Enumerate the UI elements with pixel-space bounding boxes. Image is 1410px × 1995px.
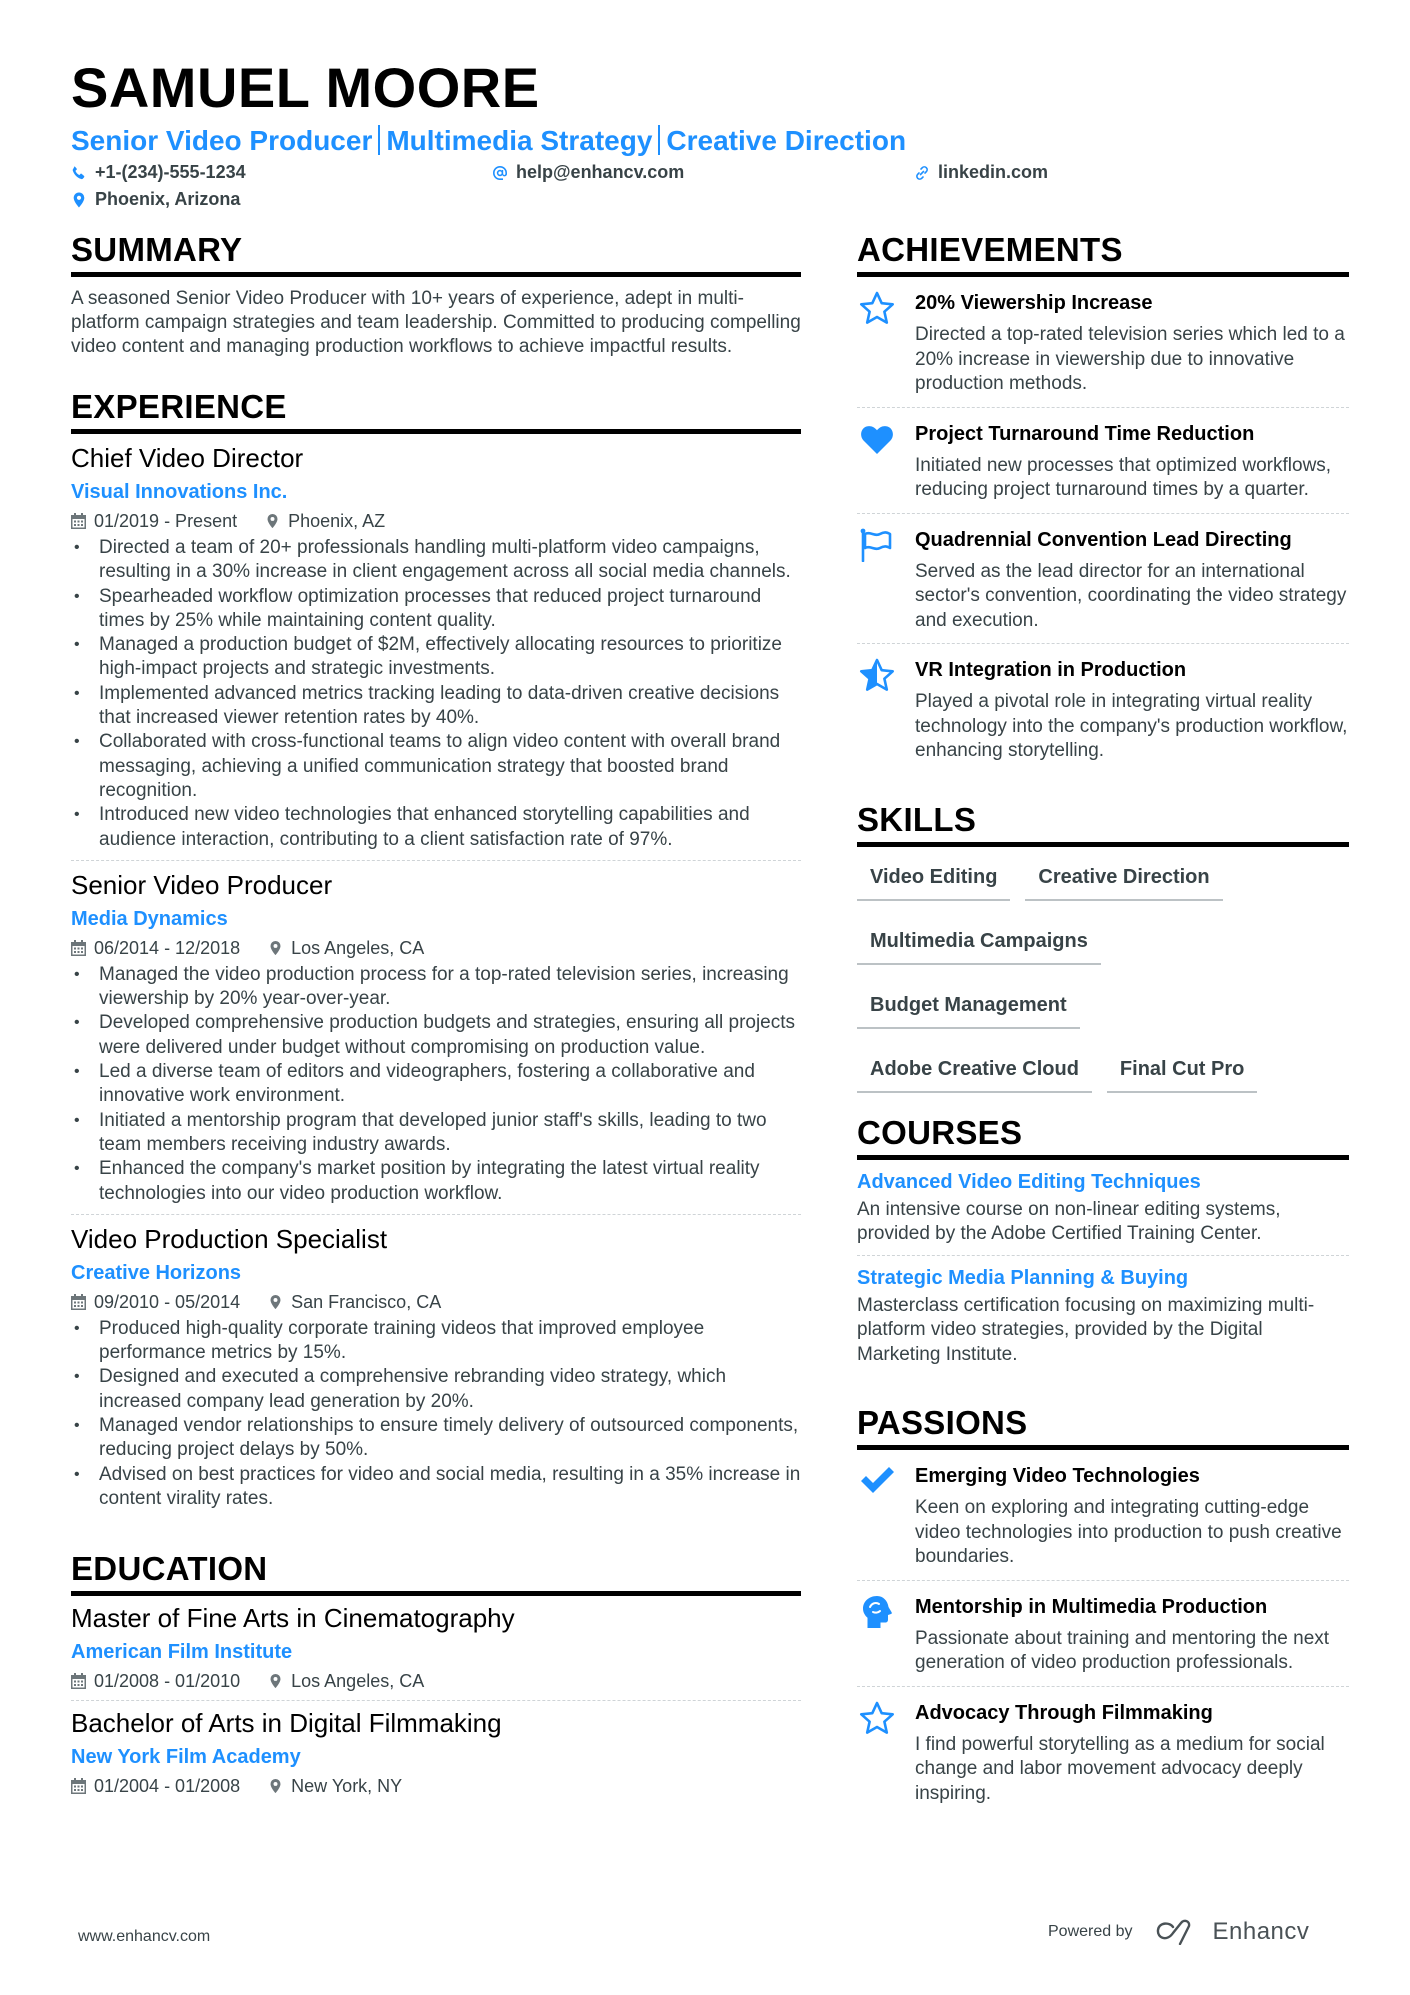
phone-icon bbox=[71, 165, 87, 181]
education-location: Los Angeles, CA bbox=[291, 1671, 425, 1692]
passion-description: Passionate about training and mentoring the next generation of video production professionals. bbox=[915, 1627, 1330, 1673]
job-title: Video Production Specialist bbox=[71, 1223, 388, 1254]
section-title: SKILLS bbox=[857, 800, 977, 838]
location-pin-icon bbox=[268, 1294, 283, 1310]
degree: Master of Fine Arts in Cinematography bbox=[71, 1603, 515, 1634]
achievements-section bbox=[857, 230, 1349, 774]
bullet-item: • Managed vendor relationships to ensure timely delivery of outsourced components, reducing project delays by 50%. bbox=[71, 1414, 801, 1463]
achievement-item bbox=[857, 644, 1349, 774]
passion-title: Advocacy Through Filmmaking bbox=[915, 1701, 1213, 1724]
achievement-title: VR Integration in Production bbox=[915, 659, 1187, 681]
bullet-item: • Managed a production budget of $2M, effectively allocating resources to prioritize high-impact projects and strategic investments. bbox=[71, 633, 801, 682]
job-location: Los Angeles, CA bbox=[291, 937, 425, 958]
job-meta bbox=[71, 935, 801, 961]
course-item bbox=[857, 1160, 1349, 1256]
location-pin-icon bbox=[268, 1778, 283, 1794]
star-outline-icon bbox=[859, 291, 895, 325]
footer-branding bbox=[1048, 1918, 1309, 1946]
skill-tag: Video Editing bbox=[857, 857, 1010, 901]
email-text: help@enhancv.com bbox=[516, 162, 685, 182]
company-name[interactable]: Media Dynamics bbox=[71, 907, 228, 930]
education-location: New York, NY bbox=[291, 1776, 403, 1797]
section-title: ACHIEVEMENTS bbox=[857, 231, 1123, 268]
bullet-item: • Managed the video production process for a top-rated television series, increasing viewership by 20% year-over-year. bbox=[71, 963, 801, 1012]
achievement-description: Initiated new processes that optimized workflows, reducing project turnaround times by a quarter. bbox=[915, 454, 1332, 500]
job-bullets bbox=[71, 963, 801, 1206]
bullet-item: • Directed a team of 20+ professionals handling multi-platform video campaigns, resulting in a 30% increase in client engagement across all social media channels. bbox=[71, 536, 801, 585]
bullet-item: • Advised on best practices for video and social media, resulting in a 35% increase in content virality rates. bbox=[71, 1463, 801, 1512]
education-meta bbox=[71, 1668, 801, 1694]
job-title: Senior Video Producer bbox=[71, 869, 333, 900]
checkmark-icon bbox=[859, 1464, 895, 1498]
course-title[interactable]: Advanced Video Editing Techniques bbox=[857, 1170, 1201, 1193]
company-name[interactable]: Creative Horizons bbox=[71, 1261, 242, 1284]
headline-part: Multimedia Strategy bbox=[386, 125, 653, 156]
powered-by-label: Powered by bbox=[1048, 1923, 1133, 1940]
job-dates: 06/2014 - 12/2018 bbox=[94, 937, 241, 958]
achievement-title: Project Turnaround Time Reduction bbox=[915, 422, 1255, 445]
star-half-icon bbox=[859, 658, 895, 692]
skill-tag: Final Cut Pro bbox=[1107, 1049, 1257, 1093]
location-pin-icon bbox=[71, 192, 87, 208]
heart-icon bbox=[859, 422, 895, 456]
experience-item bbox=[71, 861, 801, 1215]
section-title: PASSIONS bbox=[857, 1404, 1028, 1441]
courses-section bbox=[857, 1113, 1349, 1376]
section-divider bbox=[857, 842, 1349, 847]
location-pin-icon bbox=[268, 1673, 283, 1689]
degree: Bachelor of Arts in Digital Filmmaking bbox=[71, 1708, 502, 1739]
contact-email[interactable] bbox=[492, 162, 684, 183]
skill-tag: Creative Direction bbox=[1025, 857, 1222, 901]
location-pin-icon bbox=[265, 513, 280, 529]
bullet-item: • Spearheaded workflow optimization processes that reduced project turnaround times by 25% while maintaining content quality. bbox=[71, 585, 801, 634]
skill-tag: Multimedia Campaigns bbox=[857, 921, 1101, 965]
education-dates: 01/2004 - 01/2008 bbox=[94, 1776, 241, 1797]
course-item bbox=[857, 1256, 1349, 1376]
phone-text: +1-(234)-555-1234 bbox=[95, 162, 246, 182]
calendar-icon bbox=[71, 1778, 86, 1794]
passion-item bbox=[857, 1687, 1349, 1817]
star-outline-icon bbox=[859, 1701, 895, 1735]
achievement-description: Played a pivotal role in integrating virtual reality technology into the company's production workflow, enhancing storytelling. bbox=[915, 691, 1348, 761]
head-brain-icon bbox=[859, 1595, 895, 1629]
skills-list bbox=[857, 857, 1349, 1113]
bullet-item: • Developed comprehensive production budgets and strategies, ensuring all projects were delivered under budget without compromising on production value. bbox=[71, 1011, 801, 1060]
job-bullets bbox=[71, 536, 801, 852]
course-title[interactable]: Strategic Media Planning & Buying bbox=[857, 1266, 1189, 1289]
separator bbox=[658, 125, 660, 155]
passion-item bbox=[857, 1450, 1349, 1581]
education-meta bbox=[71, 1773, 801, 1799]
bullet-item: • Initiated a mentorship program that developed junior staff's skills, leading to two team members receiving industry awards. bbox=[71, 1109, 801, 1158]
bullet-item: • Designed and executed a comprehensive rebranding video strategy, which increased company lead generation by 20%. bbox=[71, 1365, 801, 1414]
achievement-item bbox=[857, 277, 1349, 408]
passion-description: Keen on exploring and integrating cutting-edge video technologies into production to push creative boundaries. bbox=[915, 1497, 1342, 1567]
achievement-description: Directed a top-rated television series which led to a 20% increase in viewership due to innovative production methods. bbox=[915, 324, 1345, 394]
achievement-item bbox=[857, 408, 1349, 514]
education-dates: 01/2008 - 01/2010 bbox=[94, 1671, 241, 1692]
headline-part: Senior Video Producer bbox=[71, 125, 373, 156]
achievement-description: Served as the lead director for an international sector's convention, coordinating the video strategy and execution. bbox=[915, 560, 1347, 631]
flag-icon bbox=[859, 528, 895, 562]
job-location: Phoenix, AZ bbox=[288, 511, 386, 531]
experience-item bbox=[71, 1215, 801, 1519]
brand-name: Enhancv bbox=[1212, 1918, 1310, 1945]
education-section bbox=[71, 1549, 801, 1805]
job-title: Chief Video Director bbox=[71, 443, 304, 473]
headline bbox=[71, 124, 1351, 158]
section-title: SUMMARY bbox=[71, 231, 243, 268]
experience-section bbox=[71, 387, 801, 1519]
contact-phone[interactable] bbox=[71, 162, 246, 183]
website-text: linkedin.com bbox=[938, 162, 1049, 182]
calendar-icon bbox=[71, 940, 86, 956]
bullet-item: • Collaborated with cross-functional teams to align video content with overall brand messaging, achieving a unified communication strategy that boosted brand recognition. bbox=[71, 730, 801, 803]
location-pin-icon bbox=[268, 940, 283, 956]
enhancv-logo-icon bbox=[1155, 1919, 1201, 1945]
job-location: San Francisco, CA bbox=[291, 1291, 442, 1312]
enhancv-logo[interactable] bbox=[1155, 1918, 1310, 1946]
bullet-item: • Introduced new video technologies that enhanced storytelling capabilities and audience interaction, contributing to a client satisfaction rate of 97%. bbox=[71, 803, 801, 852]
school-name[interactable]: American Film Institute bbox=[71, 1641, 293, 1664]
education-item bbox=[71, 1701, 801, 1805]
bullet-item: • Led a diverse team of editors and videographers, fostering a collaborative and innovative work environment. bbox=[71, 1060, 801, 1109]
link-icon bbox=[914, 165, 930, 181]
candidate-name: SAMUEL MOORE bbox=[71, 56, 540, 119]
achievement-title: Quadrennial Convention Lead Directing bbox=[915, 528, 1292, 551]
contact-website[interactable] bbox=[914, 162, 1048, 183]
job-meta bbox=[71, 508, 801, 534]
resume-header bbox=[71, 58, 1351, 218]
course-description: An intensive course on non-linear editing systems, provided by the Adobe Certified Training Center. bbox=[857, 1198, 1281, 1244]
section-title: EXPERIENCE bbox=[71, 388, 287, 425]
bullet-item: • Produced high-quality corporate training videos that improved employee performance metrics by 15%. bbox=[71, 1317, 801, 1366]
contact-info bbox=[71, 162, 1351, 218]
passion-description: I find powerful storytelling as a medium for social change and labor movement advocacy deeply inspiring. bbox=[915, 1733, 1325, 1804]
achievement-item bbox=[857, 514, 1349, 645]
bullet-item: • Enhanced the company's market position by integrating the latest virtual reality technologies into our video production workflow. bbox=[71, 1157, 801, 1206]
passion-item bbox=[857, 1581, 1349, 1687]
job-bullets bbox=[71, 1317, 801, 1511]
section-title: COURSES bbox=[857, 1113, 1023, 1151]
passion-title: Mentorship in Multimedia Production bbox=[915, 1595, 1268, 1618]
skill-tag: Adobe Creative Cloud bbox=[857, 1049, 1092, 1093]
calendar-icon bbox=[71, 513, 86, 529]
location-text: Phoenix, Arizona bbox=[95, 189, 241, 209]
education-item bbox=[71, 1596, 801, 1701]
footer-website[interactable]: www.enhancv.com bbox=[78, 1928, 211, 1945]
passion-title: Emerging Video Technologies bbox=[915, 1465, 1200, 1487]
course-description: Masterclass certification focusing on maximizing multi-platform video strategies, provided by the Digital Marketing Institute. bbox=[857, 1294, 1315, 1365]
calendar-icon bbox=[71, 1294, 86, 1310]
job-dates: 09/2010 - 05/2014 bbox=[94, 1291, 241, 1312]
at-icon bbox=[492, 165, 508, 181]
calendar-icon bbox=[71, 1673, 86, 1689]
separator bbox=[378, 125, 380, 155]
headline-part: Creative Direction bbox=[666, 125, 907, 156]
section-divider bbox=[71, 272, 801, 277]
section-title: EDUCATION bbox=[71, 1550, 268, 1588]
bullet-item: • Implemented advanced metrics tracking leading to data-driven creative decisions that increased viewer retention rates by 40%. bbox=[71, 682, 801, 731]
contact-location bbox=[71, 189, 240, 210]
job-dates: 01/2019 - Present bbox=[94, 511, 238, 531]
right-column bbox=[857, 230, 1349, 1816]
achievement-title: 20% Viewership Increase bbox=[915, 292, 1153, 314]
experience-item bbox=[71, 434, 801, 861]
job-meta bbox=[71, 1289, 801, 1315]
school-name[interactable]: New York Film Academy bbox=[71, 1746, 301, 1769]
skills-section bbox=[857, 800, 1349, 1113]
left-column bbox=[71, 230, 801, 1805]
skill-tag: Budget Management bbox=[857, 985, 1080, 1029]
company-name[interactable]: Visual Innovations Inc. bbox=[71, 481, 288, 503]
summary-text: A seasoned Senior Video Producer with 10+ years of experience, adept in multi-platform campaign strategies and team leadership. Committed to producing compelling video content and managing production workflows to achieve impactful results. bbox=[71, 288, 801, 357]
summary-section bbox=[71, 230, 801, 359]
passions-section bbox=[857, 1403, 1349, 1816]
